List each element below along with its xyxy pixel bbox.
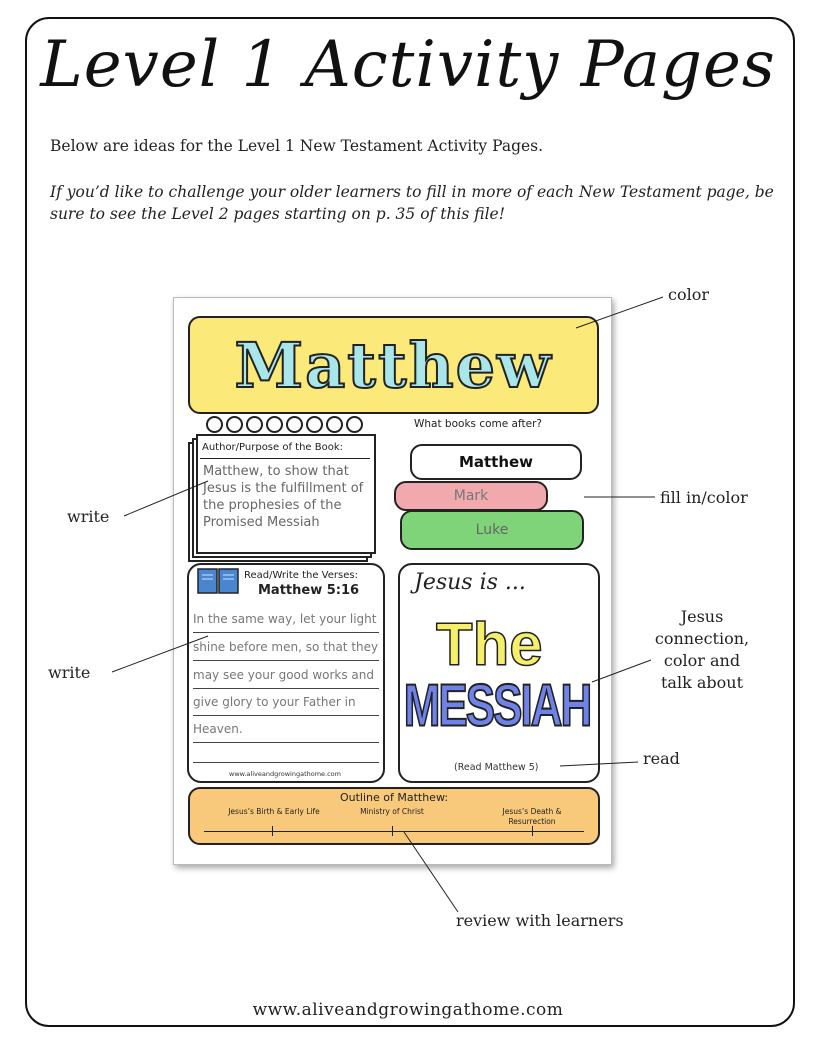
page-title: Level 1 Activity Pages: [40, 28, 776, 102]
book-stack-item: Matthew: [410, 444, 582, 480]
author-purpose-label: Author/Purpose of the Book:: [202, 442, 344, 453]
outline-item: Ministry of Christ: [360, 807, 424, 816]
callout-review: review with learners: [456, 911, 624, 930]
read-note: (Read Matthew 5): [454, 762, 539, 773]
verse-line: may see your good works and: [193, 662, 379, 689]
intro-text: Below are ideas for the Level 1 New Testament Activity Pages.: [50, 137, 544, 155]
footer-website: www.aliveandgrowingathome.com: [252, 1000, 564, 1020]
author-purpose-text: Matthew, to show that Jesus is the fulfillment of the prophesies of the Promised Messiah: [203, 464, 364, 530]
callout-write-verse: write: [48, 663, 91, 682]
jesus-title-the: The: [436, 611, 543, 678]
verse-label: Read/Write the Verses:: [244, 570, 358, 581]
jesus-is-heading: Jesus is ...: [414, 570, 526, 595]
book-stack-item: Mark: [394, 481, 548, 511]
callout-write-author: write: [67, 507, 110, 526]
books-after-label: What books come after?: [414, 418, 542, 430]
outline-item: Jesus’s Birth & Early Life: [228, 807, 320, 816]
banner-text: Matthew: [234, 328, 553, 402]
callout-fill-color: fill in/color: [660, 488, 748, 507]
outline-title: Outline of Matthew:: [339, 791, 449, 804]
challenge-text: If you’d like to challenge your older learners to fill in more of each New Testament page, be sure to see the Level 2 pages starting on p. 35 of this file!: [50, 183, 774, 223]
verse-reference: Matthew 5:16: [258, 583, 360, 598]
verse-line: give glory to your Father in: [193, 689, 379, 716]
verse-line: shine before men, so that they: [193, 634, 379, 661]
book-stack-item: Luke: [400, 510, 584, 550]
verse-line: Heaven.: [193, 716, 379, 743]
callout-read: read: [643, 749, 680, 768]
verse-line: In the same way, let your light: [193, 606, 379, 633]
callout-color: color: [668, 285, 709, 304]
sheet-site-text: www.aliveandgrowingathome.com: [229, 770, 341, 778]
callout-jesus-connection: Jesus connection, color and talk about: [654, 607, 750, 692]
jesus-title-messiah: MESSIAH: [403, 673, 591, 740]
outline-item: Jesus’s Death & Resurrection: [502, 807, 562, 826]
